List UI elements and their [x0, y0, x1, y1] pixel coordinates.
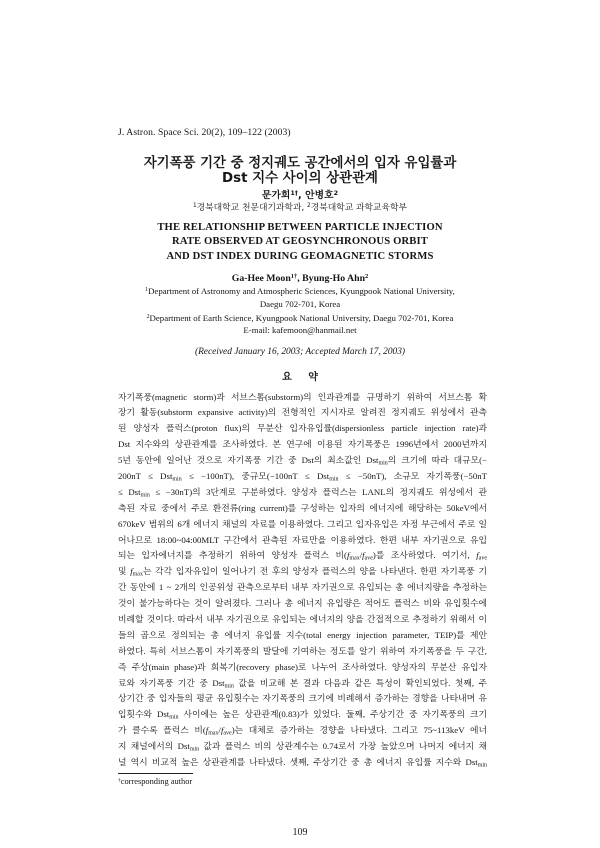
korean-authors	[0, 189, 600, 202]
text-run: 것이 불가능하다는 것이 알려졌다. 그러나 총 에너지 유입량은 적어도 플럭스 비와 유입횟수에	[118, 598, 487, 609]
korean-title-line: 자기폭풍 기간 중 정지궤도 공간에서의 입자 유입률과	[143, 155, 457, 171]
abstract-line	[118, 707, 487, 723]
abstract-line	[118, 469, 487, 485]
text-run: 간 동안에 1 ~ 2개의 인공위성 관측으로부터 내부 자기권으로 유입되는 총 에너지량을 추정하는	[118, 582, 487, 593]
text-run: Dst	[212, 677, 225, 688]
text-run: corresponding author	[120, 777, 193, 786]
text-run: 안병호	[305, 189, 334, 201]
subscript: min	[140, 492, 150, 499]
subscript: min	[477, 762, 487, 769]
abstract-line	[118, 437, 487, 453]
text-run: 즉 주상(main phase)과 회복기(recovery phase)로 나누어 조사하였다. 양성자의 무분산 유입자	[118, 661, 487, 672]
text-run: 경북대학교 과학교육학부	[310, 203, 408, 213]
english-affiliation-2	[0, 312, 600, 336]
text-run: 및	[118, 566, 131, 577]
abstract-line	[118, 548, 487, 564]
abstract-line	[118, 739, 487, 755]
abstract-line	[118, 485, 487, 501]
english-authors	[0, 272, 600, 285]
text-run: 지 채널에서의	[118, 741, 178, 752]
text-run: ,	[297, 272, 303, 284]
text-run: 5년 동안에 일어난 것으로 자기폭풍 기간 중 Dst의 최소값인	[118, 455, 367, 466]
abstract-line	[118, 676, 487, 692]
english-title-line: RATE OBSERVED AT GEOSYNCHRONOUS ORBIT	[172, 236, 428, 248]
superscript: 1†	[290, 272, 298, 280]
text-run: 상기간 중 입자들의 평균 유입횟수는 자기폭풍의 크기에 비례해서 증가하는 경향을 나타내며 유	[118, 693, 487, 704]
subscript: max	[132, 571, 143, 578]
superscript: 1	[145, 287, 149, 294]
text-run: 670keV 범위의 6개 에너지 채널의 자료를 이용하였다. 그리고 입자유입은 자정 부근에서 주로 일	[118, 518, 487, 529]
abstract-line	[118, 390, 487, 406]
abstract-line	[118, 723, 487, 739]
subscript: max	[208, 730, 219, 737]
text-run: )를 조사하였다. 여기서,	[372, 550, 477, 561]
text-run: ≤	[118, 486, 129, 497]
math-symbol: f	[476, 550, 479, 561]
author-email: E-mail: kafemoon@hanmail.net	[243, 325, 357, 335]
superscript: 2	[365, 272, 369, 280]
superscript: 1	[192, 203, 197, 210]
text-run: 경북대학교 천문대기과학과,	[196, 203, 308, 213]
text-run: 어나므로 18:00~04:00MLT 구간에서 관측된 자료만을 이용하였다. 한편 내부 자기권으로 유입	[118, 534, 487, 545]
text-run: Department of Earth Science, Kyungpook National University, Daegu 702-701, Korea	[149, 313, 454, 323]
text-run: ≤ −50nT), 소규모 자기폭풍(−50nT	[338, 470, 487, 481]
text-run: 의 크기에 따라 대규모(−	[387, 455, 488, 466]
text-run: Dst 지수와의 상관관계를 조사하였다. 본 연구에 이용된 자기폭풍은 1996년에서 2000년까지	[118, 439, 487, 450]
text-run: Daegu 702-701, Korea	[259, 298, 341, 309]
text-run: ,	[298, 189, 306, 201]
english-affiliation-1	[0, 285, 600, 310]
text-run: 측된 자료 중에서 주로 환전류(ring current)를 구성하는 입자의 에너지에 해당하는 50keV에서	[118, 502, 487, 513]
math-symbol: f	[346, 550, 350, 561]
superscript: 1†	[290, 188, 299, 197]
text-run: )는 대체로 증가하는 경향을 나타냈다. 그리고 75~113keV 에너	[231, 725, 488, 736]
text-run: 문가희	[261, 189, 291, 201]
abstract-line	[118, 596, 487, 612]
page-number: 109	[292, 827, 308, 838]
text-run: 되는 입자에너지를 추정하기 위하여 양성자 플럭스 비(	[118, 550, 347, 561]
abstract-line	[118, 691, 487, 707]
superscript: 2	[307, 203, 311, 210]
abstract-line	[118, 564, 487, 580]
received-accepted-dates: (Received January 16, 2003; Accepted March 17, 2003)	[194, 347, 406, 357]
abstract-line	[118, 517, 487, 533]
subscript: ave	[478, 556, 488, 563]
subscript: min	[224, 683, 234, 690]
math-symbol: f	[205, 725, 209, 736]
text-run: /	[218, 725, 221, 736]
text-run: Dst	[177, 741, 190, 752]
abstract-body	[118, 390, 487, 771]
text-run: ≤ −30nT)의 3단계로 구분하였다. 양성자 플럭스는 LANL의 정지궤도 위성에서 관	[149, 486, 488, 497]
text-run: 가 클수록 플럭스 비(	[118, 725, 206, 736]
text-run: Dst	[128, 486, 141, 497]
korean-affiliations	[0, 202, 600, 214]
text-run: 입횟수와	[118, 709, 157, 720]
subscript: ave	[364, 556, 373, 563]
abstract-line	[118, 580, 487, 596]
text-run: 하였다. 특히 서브스톰이 자기폭풍의 발달에 기여하는 정도를 알기 위하여 자기폭풍을 두 구간,	[118, 645, 487, 656]
text-run: Dst	[156, 709, 170, 720]
text-run: 자기폭풍(magnetic storm)과 서브스톰(substorm)의 인과관계를 규명하기 위하여 서브스톰 확	[118, 391, 487, 402]
text-run: 값을 비교해 본 결과 다음과 같은 특성이 확인되었다. 첫째, 주	[233, 677, 488, 688]
text-run: 비례할 것이다. 따라서 내부 자기권으로 유입되는 에너지의 양을 간접적으로 추정하기 위해서 이	[118, 613, 487, 624]
abstract-line	[118, 612, 487, 628]
superscript: 2	[333, 188, 339, 197]
text-run: Dst	[465, 756, 478, 767]
superscript: †	[118, 777, 121, 784]
text-run: 널 역시 비교적 높은 상관관계를 나타냈다. 셋째, 주상기간 중 총 에너지 유입률 지수와	[118, 756, 466, 767]
text-run: 는 각각 입자유입이 일어나기 전 후의 양성자 플럭스의 양을 나타낸다. 한편 자기폭풍 기	[142, 566, 487, 577]
abstract-line	[118, 405, 487, 421]
text-run: 사이에는 높은 상관관계(0.83)가 있었다. 둘째, 주상기간 중 자기폭풍의 크기	[178, 709, 487, 720]
footnote	[118, 776, 192, 788]
footnote-rule	[118, 773, 193, 774]
affiliation-line	[0, 298, 600, 311]
math-symbol: f	[130, 566, 133, 577]
text-run: Byung-Ho Ahn	[302, 272, 366, 284]
abstract-line	[118, 755, 487, 771]
english-title-line: THE RELATIONSHIP BETWEEN PARTICLE INJECTION	[157, 221, 443, 233]
abstract-line	[118, 644, 487, 660]
text-run: /	[359, 550, 363, 561]
abstract-line	[118, 421, 487, 437]
korean-title	[0, 156, 600, 187]
subscript: min	[329, 476, 339, 483]
abstract-line	[118, 533, 487, 549]
english-title-line: AND DST INDEX DURING GEOMAGNETIC STORMS	[166, 250, 434, 262]
superscript: 2	[146, 314, 150, 321]
math-symbol: f	[220, 725, 224, 736]
journal-citation: J. Astron. Space Sci. 20(2), 109–122 (2003)	[118, 127, 291, 138]
text-run: 들의 곱으로 정의되는 총 에너지 유입률 지수(total energy injection parameter, TEIP)를 제안	[118, 629, 487, 640]
text-run: Ga-Hee Moon	[231, 272, 291, 284]
text-run: Dst	[160, 470, 173, 481]
text-run: 장기 활동(substorm expansive activity)의 전형적인 지시자로 알려진 정지궤도 위성에서 관측	[118, 407, 487, 418]
affiliation-line	[0, 312, 600, 324]
abstract-line	[118, 453, 487, 469]
subscript: min	[172, 476, 182, 483]
text-run: 값과 플럭스 비의 상관계수는 0.74로서 가장 높았으며 나머지 에너지 채	[199, 741, 487, 752]
abstract-line	[118, 628, 487, 644]
text-run: ≤ −100nT), 중규모(−100nT ≤	[181, 470, 317, 481]
text-run: 료와 자기폭풍 기간 중	[118, 677, 213, 688]
text-run: Department of Astronomy and Atmospheric Sciences, Kyungpook National University,	[148, 286, 455, 296]
math-symbol: f	[362, 550, 365, 561]
text-run: Dst	[316, 470, 330, 481]
korean-title-line: Dst 지수 사이의 상관관계	[222, 171, 378, 186]
english-title	[0, 221, 600, 265]
text-run: Dst	[366, 455, 379, 466]
abstract-heading: 요 약	[282, 372, 318, 383]
subscript: min	[189, 746, 200, 753]
subscript: ave	[223, 730, 232, 737]
abstract-line	[118, 501, 487, 517]
affiliation-line	[0, 285, 600, 298]
abstract-line	[118, 660, 487, 676]
subscript: min	[378, 460, 388, 467]
text-run: 된 양성자 플럭스(proton flux)의 무분산 입자유입률(dispersionless particle injection rate)과	[118, 423, 487, 434]
text-run: 200nT ≤	[118, 470, 161, 481]
subscript: max	[349, 556, 360, 563]
subscript: min	[169, 714, 179, 721]
